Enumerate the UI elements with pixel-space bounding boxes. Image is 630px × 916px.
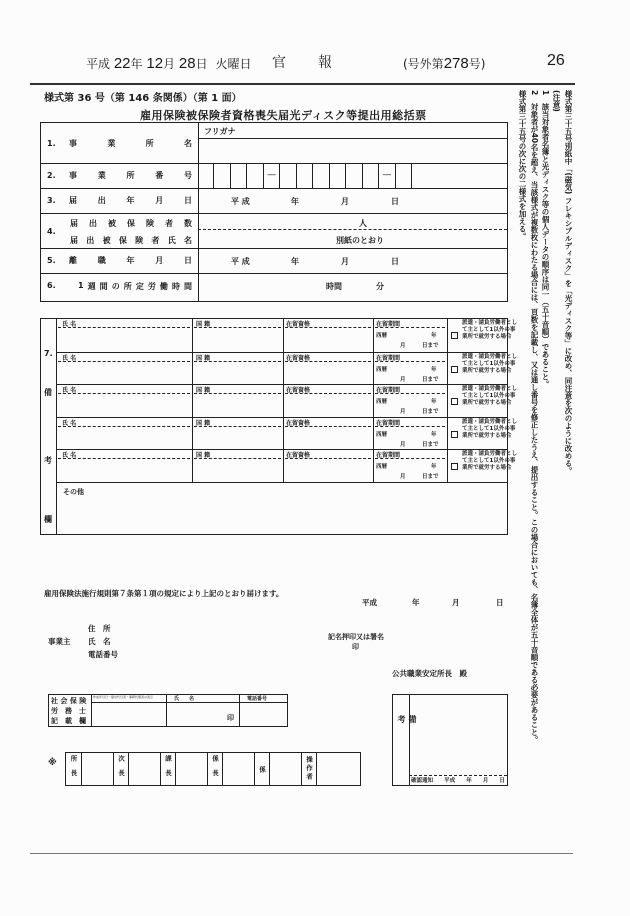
- label-line: 社 会 保 険: [51, 697, 87, 705]
- status-field-label: 在留資格: [286, 452, 311, 460]
- row-number: 2.: [47, 171, 56, 180]
- divider: [447, 385, 448, 417]
- divider: [447, 418, 448, 450]
- residence-status-input[interactable]: [284, 427, 372, 450]
- other-remarks-input[interactable]: [57, 483, 507, 535]
- divider: [373, 450, 374, 482]
- side-label-char: 欄: [44, 515, 52, 524]
- remark-entry: [56, 449, 518, 482]
- char: 険: [135, 236, 144, 245]
- dispatch-checkbox[interactable]: [451, 463, 458, 470]
- status-field-label: 在留資格: [286, 387, 311, 395]
- insured-count-input[interactable]: [199, 214, 507, 229]
- char: 者: [165, 219, 173, 228]
- divider: [373, 385, 374, 417]
- seireki-label: 西暦: [376, 366, 388, 373]
- addressee: 公共職業安定所長 殿: [392, 669, 467, 678]
- digit-box[interactable]: [247, 163, 263, 188]
- char: 被: [102, 236, 111, 245]
- remark-entry: [56, 417, 518, 450]
- office-use-stamp-row: [65, 752, 361, 786]
- stamp-label: 課長: [164, 754, 172, 784]
- seireki-label: 西暦: [376, 431, 388, 438]
- char: 間: [99, 282, 108, 291]
- stamp-box[interactable]: [317, 753, 348, 785]
- dispatch-note: 派遣・請負労働者として主として1以外の事業所で就労する場合: [462, 418, 518, 439]
- name-input[interactable]: [57, 459, 191, 482]
- char: 届: [70, 236, 78, 245]
- dispatch-checkbox[interactable]: [451, 332, 458, 339]
- period-field-label: 在留期間: [376, 354, 401, 362]
- dispatch-note: 派遣・請負労働者として主として1以外の事業所で就労する場合: [462, 386, 518, 407]
- nationality-field-label: 国 籍: [196, 354, 211, 362]
- consultant-phone-input[interactable]: [240, 703, 288, 727]
- char: 保: [118, 236, 127, 245]
- row-1-label: [41, 123, 198, 163]
- seireki-label: 西暦: [376, 333, 388, 339]
- until-label: 日まで: [422, 409, 439, 416]
- month-label: 月: [341, 197, 349, 206]
- side-note-3: 1 該当対象者名簿と光ディスク等の個人データの順序は同一（五十音順）であること。: [541, 90, 550, 388]
- issue-number: [403, 55, 485, 72]
- status-field-label: 在留資格: [286, 419, 311, 427]
- stamp-label-cell: [113, 753, 129, 785]
- stamp-label-cell: [207, 753, 223, 785]
- page-number: 26: [547, 52, 565, 69]
- stamp-box[interactable]: [82, 753, 113, 785]
- era: 平成: [86, 57, 111, 71]
- dash-separator: —: [264, 163, 280, 188]
- char: 番: [155, 171, 164, 180]
- char: 働: [159, 282, 168, 291]
- digit-box[interactable]: [214, 163, 230, 188]
- header-rule: [30, 83, 575, 85]
- row-number: 4.: [47, 227, 56, 236]
- divider: [373, 319, 374, 352]
- digit-box[interactable]: [363, 163, 379, 188]
- char: 月: [155, 196, 164, 205]
- row-text: [69, 255, 198, 266]
- dash-separator: —: [379, 163, 395, 188]
- status-field-label: 在留資格: [286, 354, 311, 362]
- seal-note: 記名押印又は署名: [328, 633, 384, 641]
- char: 事: [69, 138, 77, 148]
- year-label: 年: [431, 366, 437, 373]
- other-label: その他: [63, 488, 84, 496]
- declaration-era: 平成: [362, 598, 377, 607]
- col-header-name: 氏 名: [174, 696, 195, 702]
- stamp-label: 次長: [117, 754, 125, 784]
- row-4b-label: [70, 235, 192, 246]
- stamp-label-cell: [254, 753, 270, 785]
- dispatch-note: 派遣・請負労働者として主として1以外の事業所で就労する場合: [462, 353, 518, 374]
- period-field-label: 在留期間: [376, 321, 401, 328]
- era-label: 平 成: [231, 257, 250, 266]
- char: 険: [146, 219, 154, 228]
- stamp-label-cell: [66, 753, 82, 785]
- char: 出: [89, 219, 97, 228]
- char: 数: [184, 219, 192, 228]
- day-label: 日: [391, 197, 399, 206]
- nationality-input[interactable]: [193, 394, 282, 417]
- nationality-input[interactable]: [193, 362, 282, 385]
- dispatch-note: 派遣・請負労働者として主として1以外の事業所で就労する場合: [462, 451, 518, 472]
- period-field-label: 在留期間: [376, 419, 401, 427]
- consultant-name-input[interactable]: [167, 703, 239, 727]
- side-note-2: (注意): [552, 90, 561, 112]
- side-note-1: 様式第三十五号別紙中「(磁気) フレキシブルディスク」を「光ディスク等」に改め、同注意を次のように改める。: [564, 90, 573, 475]
- until-label: 日まで: [422, 376, 439, 383]
- office-name-input[interactable]: [199, 139, 507, 163]
- char: の: [111, 282, 120, 291]
- stamp-label-cell: [301, 753, 317, 785]
- char: 日: [184, 196, 192, 205]
- office-remarks-input[interactable]: [410, 695, 507, 774]
- char: 月: [155, 256, 164, 265]
- attached-sheet-note: 別紙のとおり: [336, 236, 384, 245]
- dispatch-note: 派遣・請負労働者として主として1以外の事業所で就労する場合: [462, 320, 518, 340]
- divider: [447, 319, 448, 352]
- row-number: 1.: [47, 138, 56, 148]
- remarks-label: 備考: [397, 715, 417, 751]
- char: 所: [145, 138, 154, 148]
- stamp-box[interactable]: [270, 753, 301, 785]
- row-number: 3.: [47, 196, 56, 205]
- divider: [447, 353, 448, 385]
- name-input[interactable]: [57, 427, 191, 450]
- office-use-mark: ※: [48, 758, 57, 768]
- label-line: 記 載 欄: [51, 717, 86, 725]
- row-number: 7.: [44, 349, 53, 358]
- main-form-table: [40, 122, 508, 302]
- labor-consultant-box: [48, 694, 288, 727]
- row-6-label: [78, 281, 192, 292]
- residence-status-input[interactable]: [284, 459, 372, 482]
- side-label-char: 考: [44, 456, 52, 465]
- until-label: 日まで: [422, 441, 439, 448]
- seal-mark: 印: [352, 643, 359, 651]
- name-input[interactable]: [57, 362, 191, 385]
- name-label: 氏 名: [88, 637, 111, 646]
- year: 22: [113, 55, 131, 72]
- char: 所: [123, 282, 132, 291]
- name-input[interactable]: [57, 328, 191, 351]
- digit-box[interactable]: [231, 163, 247, 188]
- gazette-header: [86, 55, 251, 72]
- digit-box[interactable]: [346, 163, 362, 188]
- divider: [198, 229, 507, 230]
- separation-date-input[interactable]: [199, 248, 507, 273]
- char: 時: [171, 282, 180, 291]
- char: 1: [78, 281, 84, 290]
- char: 名: [183, 138, 192, 148]
- side-label-char: 備: [44, 388, 52, 397]
- year-label: 年: [291, 197, 299, 206]
- day-unit: 日: [195, 57, 208, 71]
- declaration-year: 年: [412, 598, 420, 607]
- remark-entry: [56, 352, 518, 385]
- label-line: 労 務 士: [51, 707, 86, 715]
- owner-label: 事業主: [48, 637, 71, 646]
- declaration-day: 日: [496, 598, 504, 607]
- issue-prefix: (号外第: [403, 57, 444, 71]
- side-note-4: 2 対象者が40名を超え、当該様式が複数枚にわたる場合には、頁数を記載し、又は通し番号を修正したうえ、提出すること。この場合においても、名簿全体が五十音順である必要があること。: [530, 90, 539, 744]
- char: 業: [97, 171, 106, 180]
- year-label: 年: [431, 333, 437, 339]
- row-text: [69, 138, 198, 149]
- nationality-field-label: 国 籍: [196, 452, 211, 460]
- day-label: 日: [391, 257, 399, 266]
- period-field-label: 在留期間: [376, 452, 401, 460]
- month-unit: 月: [163, 57, 176, 71]
- name-field-label: 氏 名: [62, 419, 77, 427]
- dispatch-checkbox[interactable]: [451, 366, 458, 373]
- month-label: 月: [400, 376, 406, 383]
- confirm-year: 年: [466, 778, 472, 784]
- month-label: 月: [400, 343, 406, 349]
- col-header-prep: 作成年月日・提出代行者・事務代理者の表示: [93, 695, 154, 699]
- office-number-boxes: [198, 163, 412, 188]
- digit-box[interactable]: [297, 163, 313, 188]
- month-label: 月: [400, 441, 406, 448]
- char: 業: [107, 138, 116, 148]
- residence-status-input[interactable]: [284, 362, 372, 385]
- row-text: [69, 170, 198, 181]
- char: 定: [135, 282, 144, 291]
- confirmation-footer: [411, 776, 505, 784]
- char: 年: [126, 256, 135, 265]
- weekly-hours-input[interactable]: [199, 273, 507, 301]
- char: 届: [69, 196, 77, 205]
- issue-value: 278: [443, 55, 469, 72]
- char: 間: [184, 282, 192, 291]
- divider: [373, 418, 374, 450]
- seireki-label: 西暦: [376, 464, 388, 471]
- year-label: 年: [431, 399, 437, 406]
- row-2-label: [41, 163, 198, 188]
- stamp-label: 係: [258, 765, 266, 773]
- footer-rule: [30, 853, 573, 854]
- digit-box[interactable]: [313, 163, 329, 188]
- prep-input[interactable]: [92, 703, 166, 727]
- row-4a-label: [70, 218, 192, 229]
- declaration-text: 雇用保険法施行規則第７条第１項の規定により上記のとおり届けます。: [44, 589, 284, 598]
- divider: [373, 353, 374, 385]
- period-field-label: 在留期間: [376, 387, 401, 395]
- char: 被: [108, 219, 116, 228]
- stamp-label: 係長: [211, 754, 219, 784]
- month: 12: [146, 55, 164, 72]
- nationality-input[interactable]: [193, 328, 282, 351]
- char: 保: [127, 219, 135, 228]
- confirm-month: 月: [482, 778, 489, 784]
- seireki-label: 西暦: [376, 399, 388, 406]
- consultant-label: [51, 696, 86, 726]
- row-5-label: [41, 248, 198, 273]
- char: 労: [147, 282, 156, 291]
- month-label: 月: [400, 409, 406, 416]
- confirm-day: 日: [499, 778, 505, 784]
- nationality-field-label: 国 籍: [196, 419, 211, 427]
- char: 号: [184, 171, 192, 180]
- row-text: [69, 195, 198, 206]
- side-note-5: 様式第三十五号の次に次の二様式を加える。: [518, 90, 527, 240]
- residence-status-input[interactable]: [284, 328, 372, 351]
- nationality-input[interactable]: [193, 427, 282, 450]
- char: 氏: [167, 236, 176, 245]
- confirm-label: 確認通知: [411, 778, 434, 784]
- divider: [447, 450, 448, 482]
- minutes-label: 分: [376, 282, 384, 291]
- person-count-unit: 人: [359, 219, 367, 228]
- char: 離: [69, 256, 77, 265]
- name-field-label: 氏 名: [62, 354, 77, 362]
- issue-suffix: 号): [468, 57, 486, 71]
- stamp-label: 操作者: [305, 756, 313, 782]
- stamp-label: 所長: [69, 754, 78, 784]
- era-label: 平 成: [231, 197, 250, 206]
- office-remarks-box: [392, 694, 508, 786]
- remarks-table: [40, 318, 518, 535]
- year-unit: 年: [130, 57, 143, 71]
- remark-entry: [56, 319, 518, 352]
- address-label: 住 所: [88, 624, 111, 633]
- nationality-field-label: 国 籍: [196, 321, 211, 328]
- until-label: 日まで: [422, 343, 439, 349]
- char: 出: [97, 196, 106, 205]
- residence-status-input[interactable]: [284, 394, 372, 417]
- year-label: 年: [291, 257, 299, 266]
- nationality-input[interactable]: [193, 459, 282, 482]
- confirm-era: 平成: [444, 778, 456, 784]
- row-number: 5.: [47, 256, 56, 265]
- digit-box[interactable]: [396, 163, 412, 188]
- name-field-label: 氏 名: [62, 387, 77, 395]
- year-label: 年: [431, 431, 437, 438]
- char: 日: [184, 256, 192, 265]
- digit-box[interactable]: [198, 163, 214, 188]
- char: 所: [126, 171, 135, 180]
- declaration-month: 月: [452, 598, 460, 607]
- hours-label: 時間: [326, 282, 342, 291]
- form-title: 雇用保険被保険者資格喪失届光ディスク等提出用総括票: [140, 109, 427, 122]
- char: 職: [97, 256, 106, 265]
- char: 届: [70, 219, 78, 228]
- status-field-label: 在留資格: [286, 321, 311, 328]
- char: 週: [87, 282, 96, 291]
- col-header-phone: 電話番号: [247, 696, 268, 702]
- row-number: 6.: [47, 281, 56, 290]
- digit-box[interactable]: [280, 163, 296, 188]
- row-3-label: [41, 188, 198, 213]
- year-label: 年: [431, 464, 437, 471]
- char: 者: [151, 236, 160, 245]
- submission-date-input[interactable]: [199, 188, 507, 213]
- form-number: 様式第 36 号（第 146 条関係）（第 1 面）: [44, 93, 242, 104]
- name-field-label: 氏 名: [62, 321, 77, 328]
- name-input[interactable]: [57, 394, 191, 417]
- day: 28: [178, 55, 196, 72]
- month-label: 月: [341, 257, 349, 266]
- publication-name-1: 官: [272, 55, 286, 71]
- dispatch-checkbox[interactable]: [451, 431, 458, 438]
- char: 事: [69, 171, 77, 180]
- phone-label: 電話番号: [88, 650, 118, 659]
- remark-entry: [56, 384, 518, 417]
- stamp-label-cell: [160, 753, 176, 785]
- until-label: 日まで: [422, 474, 439, 481]
- digit-box[interactable]: [330, 163, 346, 188]
- publication-name-2: 報: [318, 55, 332, 71]
- char: 名: [183, 236, 192, 245]
- furigana-input[interactable]: [199, 123, 507, 138]
- furigana-label: フリガナ: [204, 127, 236, 136]
- char: 出: [86, 236, 95, 245]
- month-label: 月: [400, 474, 406, 481]
- seal-mark: 印: [227, 714, 234, 722]
- stamp-box[interactable]: [129, 753, 160, 785]
- dispatch-checkbox[interactable]: [451, 398, 458, 405]
- char: 年: [126, 196, 135, 205]
- name-field-label: 氏 名: [62, 452, 77, 460]
- stamp-box[interactable]: [176, 753, 207, 785]
- nationality-field-label: 国 籍: [196, 387, 211, 395]
- weekday: 火曜日: [215, 57, 252, 71]
- stamp-box[interactable]: [223, 753, 254, 785]
